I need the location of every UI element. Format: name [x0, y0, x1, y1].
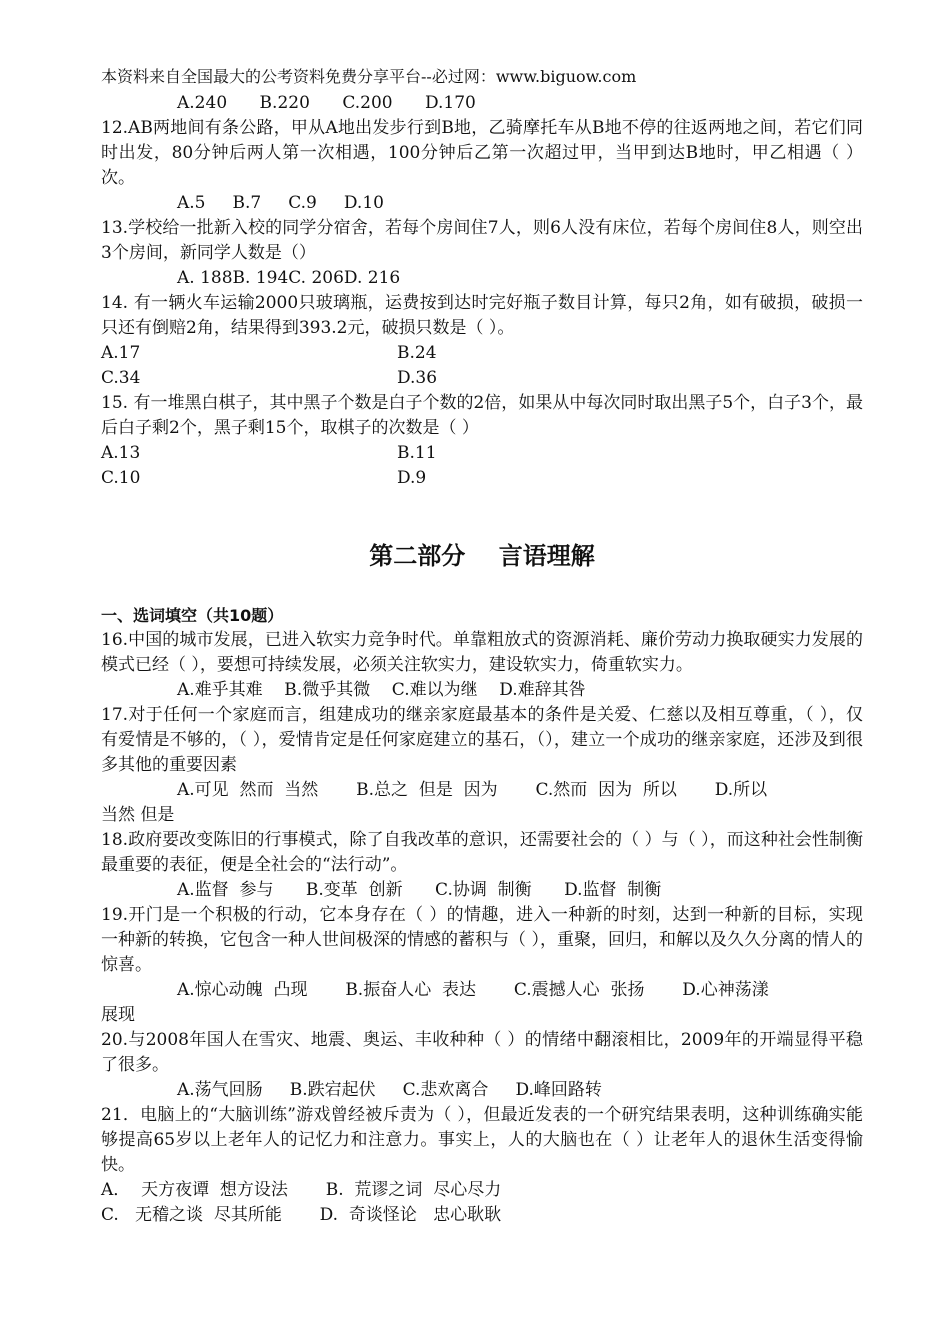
- q14-option-d: D.36: [397, 368, 438, 388]
- q12-stem: 12.AB两地间有条公路，甲从A地出发步行到B地，乙骑摩托车从B地不停的往返两地之间，若它们同时出发，80分钟后两人第一次相遇，100分钟后乙第一次超过甲，当甲到达B地时，甲乙相遇（ ）次。: [101, 118, 863, 188]
- q14-stem: 14. 有一辆火车运输2000只玻璃瓶，运费按到达时完好瓶子数目计算，每只2角，如有破损，破损一只还有倒赔2角，结果得到393.2元，破损只数是（ ）。: [101, 293, 863, 338]
- section-title: 第二部分 言语理解: [369, 542, 595, 570]
- q11-options: A.240 B.220 C.200 D.170: [177, 93, 476, 113]
- q15-options: [101, 441, 863, 491]
- subsection-title: 一、选词填空（共10题）: [101, 606, 284, 625]
- q14-options: [101, 341, 863, 391]
- q21-options-ab: A． 天方夜谭 想方设法 B. 荒谬之词 尽心尽力: [101, 1180, 502, 1200]
- q12-options: A.5 B.7 C.9 D.10: [177, 193, 384, 213]
- q19-options-continued: 展现: [101, 1005, 135, 1025]
- q17-stem: 17.对于任何一个家庭而言，组建成功的继亲家庭最基本的条件是关爱、仁慈以及相互尊重，（ ），仅有爱情是不够的，（ ），爱情肯定是任何家庭建立的基石，（），建立一个成功的继亲家庭，还涉及到很多其他的重要因素: [101, 705, 863, 775]
- q15-stem: 15. 有一堆黑白棋子，其中黑子个数是白子个数的2倍，如果从中每次同时取出黑子5个，白子3个，最后白子剩2个，黑子剩15个，取棋子的次数是（ ）: [101, 393, 863, 438]
- q16-options: A.难乎其难 B.微乎其微 C.难以为继 D.难辞其咎: [177, 680, 586, 700]
- q14-option-b: B.24: [397, 343, 437, 363]
- q16-stem: 16.中国的城市发展，已进入软实力竞争时代。单靠粗放式的资源消耗、廉价劳动力换取硬实力发展的模式已经（ ），要想可持续发展，必须关注软实力，建设软实力，倚重软实力。: [101, 630, 863, 675]
- q18-options: A.监督 参与 B.变革 创新 C.协调 制衡 D.监督 制衡: [177, 880, 662, 900]
- q14-option-c: C.34: [101, 368, 141, 388]
- page-header: 本资料来自全国最大的公考资料免费分享平台--必过网：www.biguow.com: [101, 67, 637, 86]
- q20-stem: 20.与2008年国人在雪灾、地震、奥运、丰收种种（ ）的情绪中翻滚相比，2009年的开端显得平稳了很多。: [101, 1030, 863, 1075]
- q19-stem: 19.开门是一个积极的行动，它本身存在（ ）的情趣，进入一种新的时刻，达到一种新的目标，实现一种新的转换，它包含一种人世间极深的情感的蓄积与（ ），重聚，回归，和解以及久久分离的情人的惊喜。: [101, 905, 863, 975]
- q17-options: A.可见 然而 当然 B.总之 但是 因为 C.然而 因为 所以 D.所以: [177, 780, 768, 800]
- q19-options: A.惊心动魄 凸现 B.振奋人心 表达 C.震撼人心 张扬 D.心神荡漾: [177, 980, 769, 1000]
- q21-options-cd: C. 无稽之谈 尽其所能 D. 奇谈怪论 忠心耿耿: [101, 1205, 502, 1225]
- q17-options-continued: 当然 但是: [101, 805, 175, 825]
- q13-options: A. 188B. 194C. 206D. 216: [177, 268, 401, 288]
- document-page: [101, 66, 863, 1228]
- q18-stem: 18.政府要改变陈旧的行事模式，除了自我改革的意识，还需要社会的（ ）与（ ），而这种社会性制衡最重要的表征，便是全社会的“法行动”。: [101, 830, 863, 875]
- q20-options: A.荡气回肠 B.跌宕起伏 C.悲欢离合 D.峰回路转: [177, 1080, 602, 1100]
- q15-option-b: B.11: [397, 443, 437, 463]
- q15-option-d: D.9: [397, 468, 427, 488]
- q21-stem: 21．电脑上的“大脑训练”游戏曾经被斥责为（ ），但最近发表的一个研究结果表明，这种训练确实能够提高65岁以上老年人的记忆力和注意力。事实上，人的大脑也在（ ）让老年人的退休生活变得愉快。: [101, 1105, 863, 1175]
- q15-option-a: A.13: [101, 443, 141, 463]
- q15-option-c: C.10: [101, 468, 141, 488]
- q14-option-a: A.17: [101, 343, 141, 363]
- q13-stem: 13.学校给一批新入校的同学分宿舍，若每个房间住7人，则6人没有床位，若每个房间住8人，则空出3个房间，新同学人数是（）: [101, 218, 863, 263]
